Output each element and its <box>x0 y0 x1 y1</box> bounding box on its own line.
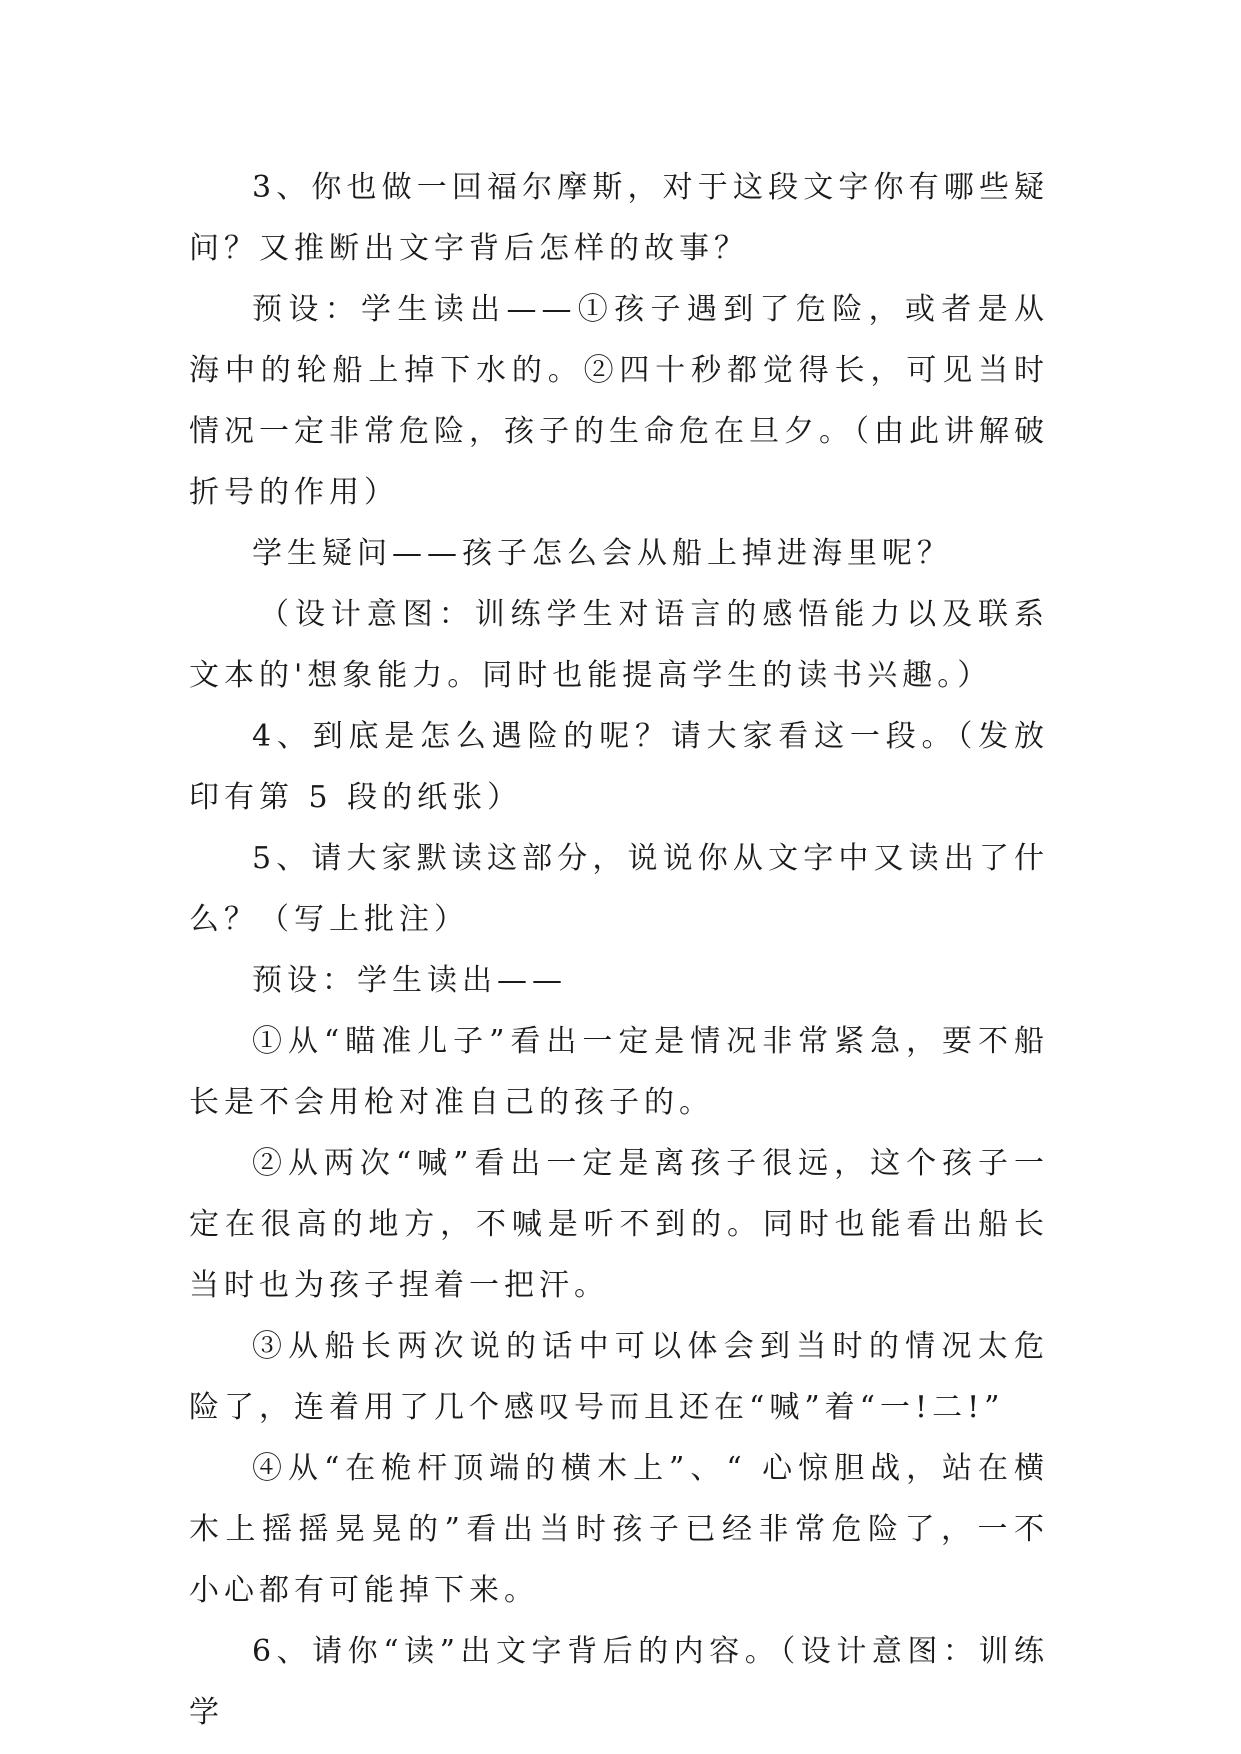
paragraph-question-3: 3、你也做一回福尔摩斯，对于这段文字你有哪些疑问？又推断出文字背后怎样的故事？ <box>189 170 1049 266</box>
paragraph-student-question: 学生疑问——孩子怎么会从船上掉进海里呢？ <box>252 536 952 571</box>
paragraph-point-2: ②从两次“喊”看出一定是离孩子很远，这个孩子一定在很高的地方，不喊是听不到的。同时也能看出船长当时也为孩子捏着一把汗。 <box>189 1146 1049 1303</box>
paragraph-design-intent: （设计意图：训练学生对语言的感悟能力以及联系文本的'想象能力。同时也能提高学生的读书兴趣。） <box>189 597 1049 693</box>
paragraph-question-5: 5、请大家默读这部分，说说你从文字中又读出了什么？（写上批注） <box>189 841 1049 937</box>
paragraph-point-4: ④从“在桅杆顶端的横木上”、“ 心惊胆战，站在横木上摇摇晃晃的”看出当时孩子已经非常危险了，一不小心都有可能掉下来。 <box>189 1451 1049 1608</box>
paragraph-question-6: 6、请你“读”出文字背后的内容。（设计意图：训练学 <box>189 1634 1049 1730</box>
paragraph-point-3: ③从船长两次说的话中可以体会到当时的情况太危险了，连着用了几个感叹号而且还在“喊”着“一!二!” <box>189 1329 1049 1425</box>
paragraph-point-1: ①从“瞄准儿子”看出一定是情况非常紧急，要不船长是不会用枪对准自己的孩子的。 <box>189 1024 1049 1120</box>
paragraph-preset-2: 预设：学生读出—— <box>252 963 567 998</box>
paragraph-preset-1: 预设：学生读出——①孩子遇到了危险，或者是从海中的轮船上掉下水的。②四十秒都觉得长，可见当时情况一定非常危险，孩子的生命危在旦夕。（由此讲解破折号的作用） <box>189 292 1049 510</box>
paragraph-question-4: 4、到底是怎么遇险的呢？请大家看这一段。（发放印有第 5 段的纸张） <box>189 719 1049 815</box>
document-body <box>189 157 1049 1743</box>
